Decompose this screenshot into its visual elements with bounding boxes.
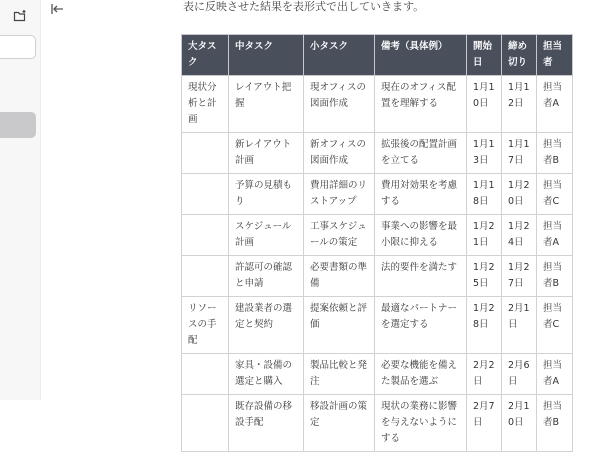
table-cell: 担当者A — [537, 76, 573, 133]
table-cell: 1月21日 — [467, 215, 502, 256]
table-cell: 1月18日 — [467, 174, 502, 215]
table-cell: 現在のオフィス配置を理解する — [375, 76, 467, 133]
table-cell: 現オフィスの図面作成 — [304, 76, 375, 133]
sidebar-search-input[interactable] — [0, 35, 36, 59]
table-cell: 2月10日 — [502, 395, 537, 452]
table-cell: リソースの手配 — [182, 297, 229, 354]
table-cell: 建設業者の選定と契約 — [229, 297, 304, 354]
table-cell: 1月25日 — [467, 256, 502, 297]
table-cell: 事業への影響を最小限に抑える — [375, 215, 467, 256]
header-deadline: 締め切り — [502, 35, 537, 76]
table-cell: 費用詳細のリストアップ — [304, 174, 375, 215]
table-cell: 担当者A — [537, 215, 573, 256]
table-cell: スケジュール計画 — [229, 215, 304, 256]
header-minor-task: 小タスク — [304, 35, 375, 76]
table-row — [182, 256, 573, 297]
table-cell — [182, 133, 229, 174]
table-cell: 2月2日 — [467, 354, 502, 395]
table-row — [182, 297, 573, 354]
table-cell: 法的要件を満たす — [375, 256, 467, 297]
new-folder-icon[interactable] — [10, 6, 30, 26]
table-cell: 必要な機能を備えた製品を選ぶ — [375, 354, 467, 395]
table-cell: 1月20日 — [502, 174, 537, 215]
table-cell: 最適なパートナーを選定する — [375, 297, 467, 354]
table-header-row — [182, 35, 573, 76]
table-cell: 移設計画の策定 — [304, 395, 375, 452]
table-row — [182, 133, 573, 174]
table-cell — [182, 256, 229, 297]
table-cell: 製品比較と発注 — [304, 354, 375, 395]
table-row — [182, 215, 573, 256]
table-cell: 担当者B — [537, 133, 573, 174]
table-cell: 2月1日 — [502, 297, 537, 354]
table-cell: 1月12日 — [502, 76, 537, 133]
table-cell: 提案依頼と評価 — [304, 297, 375, 354]
table-cell: 1月17日 — [502, 133, 537, 174]
table-row — [182, 354, 573, 395]
table-cell: 1月24日 — [502, 215, 537, 256]
sidebar — [0, 0, 41, 400]
table-cell: 担当者B — [537, 256, 573, 297]
table-cell: 1月10日 — [467, 76, 502, 133]
header-middle-task: 中タスク — [229, 35, 304, 76]
table-cell: 既存設備の移設手配 — [229, 395, 304, 452]
table-cell: 予算の見積もり — [229, 174, 304, 215]
table-cell: 2月7日 — [467, 395, 502, 452]
table-cell: 現状分析と計画 — [182, 76, 229, 133]
table-cell — [182, 395, 229, 452]
table-cell: 担当者A — [537, 354, 573, 395]
table-cell: 必要書類の準備 — [304, 256, 375, 297]
table-cell: 新オフィスの図面作成 — [304, 133, 375, 174]
table-cell: 現状の業務に影響を与えないようにする — [375, 395, 467, 452]
table-cell: 担当者C — [537, 297, 573, 354]
table-cell: 新レイアウト計画 — [229, 133, 304, 174]
table-cell — [182, 174, 229, 215]
table-row — [182, 395, 573, 452]
table-row — [182, 174, 573, 215]
table-cell: 許認可の確認と申請 — [229, 256, 304, 297]
table-cell: レイアウト把握 — [229, 76, 304, 133]
header-notes: 備考（具体例） — [375, 35, 467, 76]
table-cell: 1月27日 — [502, 256, 537, 297]
header-major-task: 大タスク — [182, 35, 229, 76]
table-cell: 2月6日 — [502, 354, 537, 395]
table-cell — [182, 354, 229, 395]
table-cell: 担当者C — [537, 174, 573, 215]
collapse-left-arrow-icon[interactable] — [48, 0, 66, 18]
table-cell: 費用対効果を考慮する — [375, 174, 467, 215]
table-cell: 担当者B — [537, 395, 573, 452]
header-owner: 担当者 — [537, 35, 573, 76]
table-cell: 拡張後の配置計画を立てる — [375, 133, 467, 174]
task-table — [181, 34, 573, 452]
sidebar-button[interactable] — [0, 112, 36, 138]
table-row — [182, 76, 573, 133]
header-start-date: 開始日 — [467, 35, 502, 76]
table-cell: 1月28日 — [467, 297, 502, 354]
table-cell: 1月13日 — [467, 133, 502, 174]
table-cell: 家具・設備の選定と購入 — [229, 354, 304, 395]
table-cell: 工事スケジュールの策定 — [304, 215, 375, 256]
table-cell — [182, 215, 229, 256]
task-table-container — [181, 34, 573, 452]
intro-text: 表に反映させた結果を表形式で出していきます。 — [183, 0, 425, 13]
